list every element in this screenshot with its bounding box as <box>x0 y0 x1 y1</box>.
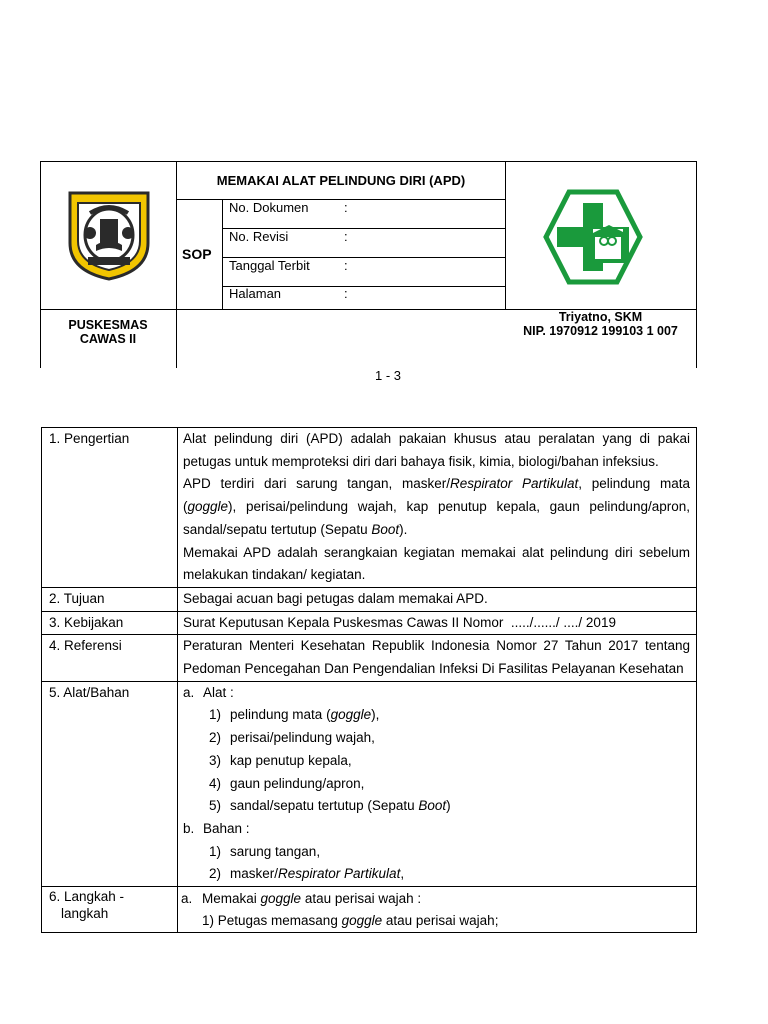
field-tanggal-terbit-label: Tanggal Terbit <box>229 258 310 273</box>
item-number: 1) <box>209 707 222 723</box>
sop-content-table <box>41 427 697 933</box>
text-run: sarung tangan, <box>230 843 321 859</box>
italic-run: Respirator Partikulat <box>278 866 401 882</box>
italic-run: Boot <box>418 798 447 814</box>
text-run: gaun pelindung/apron, <box>230 775 365 791</box>
alat-heading <box>183 682 690 705</box>
alat-list-item <box>183 704 690 727</box>
field-no-revisi-sep: : <box>344 229 348 244</box>
table-row-referensi <box>42 635 697 681</box>
puskesmas-logo <box>543 189 643 285</box>
alat-list-item <box>183 750 690 773</box>
label-alat-bahan: 5. Alat/Bahan <box>42 681 178 886</box>
item-number: 4) <box>209 775 222 791</box>
heading-text: Bahan : <box>203 820 250 836</box>
list-marker: a. <box>183 684 195 700</box>
field-no-revisi-label: No. Revisi <box>229 229 289 244</box>
italic-run: goggle <box>330 707 372 723</box>
value-alat-bahan <box>178 681 697 886</box>
field-no-dokumen-label: No. Dokumen <box>229 200 309 215</box>
document-title: MEMAKAI ALAT PELINDUNG DIRI (APD) <box>216 173 466 188</box>
italic-run: goggle <box>260 891 302 907</box>
text-run: Memakai <box>202 891 261 907</box>
value-referensi: Peraturan Menteri Kesehatan Republik Indonesia Nomor 27 Tahun 2017 tentang Pedoman Pencegahan Dan Pengendalian Infeksi Di Fasilitas Pelayanan Kesehatan <box>178 635 697 681</box>
value-langkah <box>178 887 697 933</box>
langkah-step-1 <box>181 910 690 932</box>
field-no-dokumen-sep: : <box>344 200 348 215</box>
table-row-kebijakan <box>42 611 697 635</box>
label-langkah <box>42 887 178 933</box>
table-row-tujuan <box>42 587 697 611</box>
label-tujuan: 2. Tujuan <box>42 587 178 611</box>
bahan-list-item <box>183 841 690 864</box>
table-row-langkah <box>42 887 697 933</box>
label-langkah-line2: langkah <box>61 906 109 922</box>
pengertian-paragraph-3: Memakai APD adalah serangkaian kegiatan memakai alat pelindung diri sebelum melakukan tindakan/ kegiatan. <box>183 544 690 583</box>
italic-run: Boot <box>371 521 400 537</box>
text-run: ). <box>399 521 408 537</box>
alat-list <box>183 704 690 818</box>
table-row-alat-bahan <box>42 681 697 886</box>
signer-nip: NIP. 1970912 199103 1 007 <box>523 324 678 338</box>
alat-list-item <box>183 727 690 750</box>
italic-run: goggle <box>341 913 383 929</box>
langkah-a <box>181 888 690 910</box>
field-halaman-label: Halaman <box>229 286 282 301</box>
page-number: 1 - 3 <box>374 368 401 383</box>
text-run: , <box>400 866 405 882</box>
regional-emblem-logo <box>68 191 150 281</box>
text-run: atau perisai wajah; <box>382 913 499 929</box>
label-referensi: 4. Referensi <box>42 635 178 681</box>
text-run: ), <box>371 707 380 723</box>
list-marker: b. <box>183 820 195 836</box>
italic-run: goggle <box>187 499 229 515</box>
signer-name: Triyatno, SKM <box>558 310 643 324</box>
label-pengertian: 1. Pengertian <box>42 428 178 588</box>
text-run: sandal/sepatu tertutup (Sepatu <box>230 798 419 814</box>
text-run: masker/ <box>230 866 279 882</box>
italic-run: Respirator Partikulat <box>449 476 579 492</box>
field-halaman-sep: : <box>344 286 348 301</box>
label-kebijakan: 3. Kebijakan <box>42 611 178 635</box>
field-tanggal-terbit-sep: : <box>344 258 348 273</box>
text-run: ) <box>446 798 451 814</box>
pengertian-paragraph-2 <box>183 473 690 541</box>
text-run: , pelindung mata ( <box>183 476 690 515</box>
list-marker: a. <box>181 891 193 907</box>
text-run: ), perisai/pelindung wajah, kap penutup kepala, gaun pelindung/apron, sandal/sepatu tertutup (Sepatu <box>183 499 690 537</box>
item-number: 1) <box>209 843 222 859</box>
alat-list-item <box>183 795 690 818</box>
text-run: atau perisai wajah : <box>301 891 422 907</box>
heading-text: Alat : <box>203 684 234 700</box>
sop-label: SOP <box>182 246 212 262</box>
org-name-line2: CAWAS II <box>79 332 137 346</box>
text-run: kap penutup kepala, <box>230 752 352 768</box>
item-number: 2) <box>209 866 222 882</box>
value-tujuan: Sebagai acuan bagi petugas dalam memakai APD. <box>178 587 697 611</box>
bahan-list <box>183 841 690 886</box>
label-langkah-line1: 6. Langkah - <box>49 889 125 905</box>
org-name-line1: PUSKESMAS <box>68 318 148 332</box>
bahan-heading <box>183 818 690 841</box>
text-run: 1) Petugas memasang <box>202 913 342 929</box>
item-number: 3) <box>209 752 222 768</box>
text-run: perisai/pelindung wajah, <box>230 730 375 746</box>
text-run: pelindung mata ( <box>230 707 331 723</box>
pengertian-paragraph-1: Alat pelindung diri (APD) adalah pakaian khusus atau peralatan yang di pakai petugas untuk memproteksi diri dari bahaya fisik, kimia, biologi/bahan infeksius. <box>183 431 690 469</box>
alat-list-item <box>183 773 690 796</box>
value-kebijakan: Surat Keputusan Kepala Puskesmas Cawas II Nomor ...../....../ ..../ 2019 <box>178 611 697 635</box>
text-run: APD terdiri dari sarung tangan, masker/ <box>183 476 450 492</box>
bahan-list-item <box>183 863 690 886</box>
table-row-pengertian <box>42 428 697 588</box>
item-number: 2) <box>209 730 222 746</box>
value-pengertian <box>178 428 697 588</box>
item-number: 5) <box>209 798 222 814</box>
